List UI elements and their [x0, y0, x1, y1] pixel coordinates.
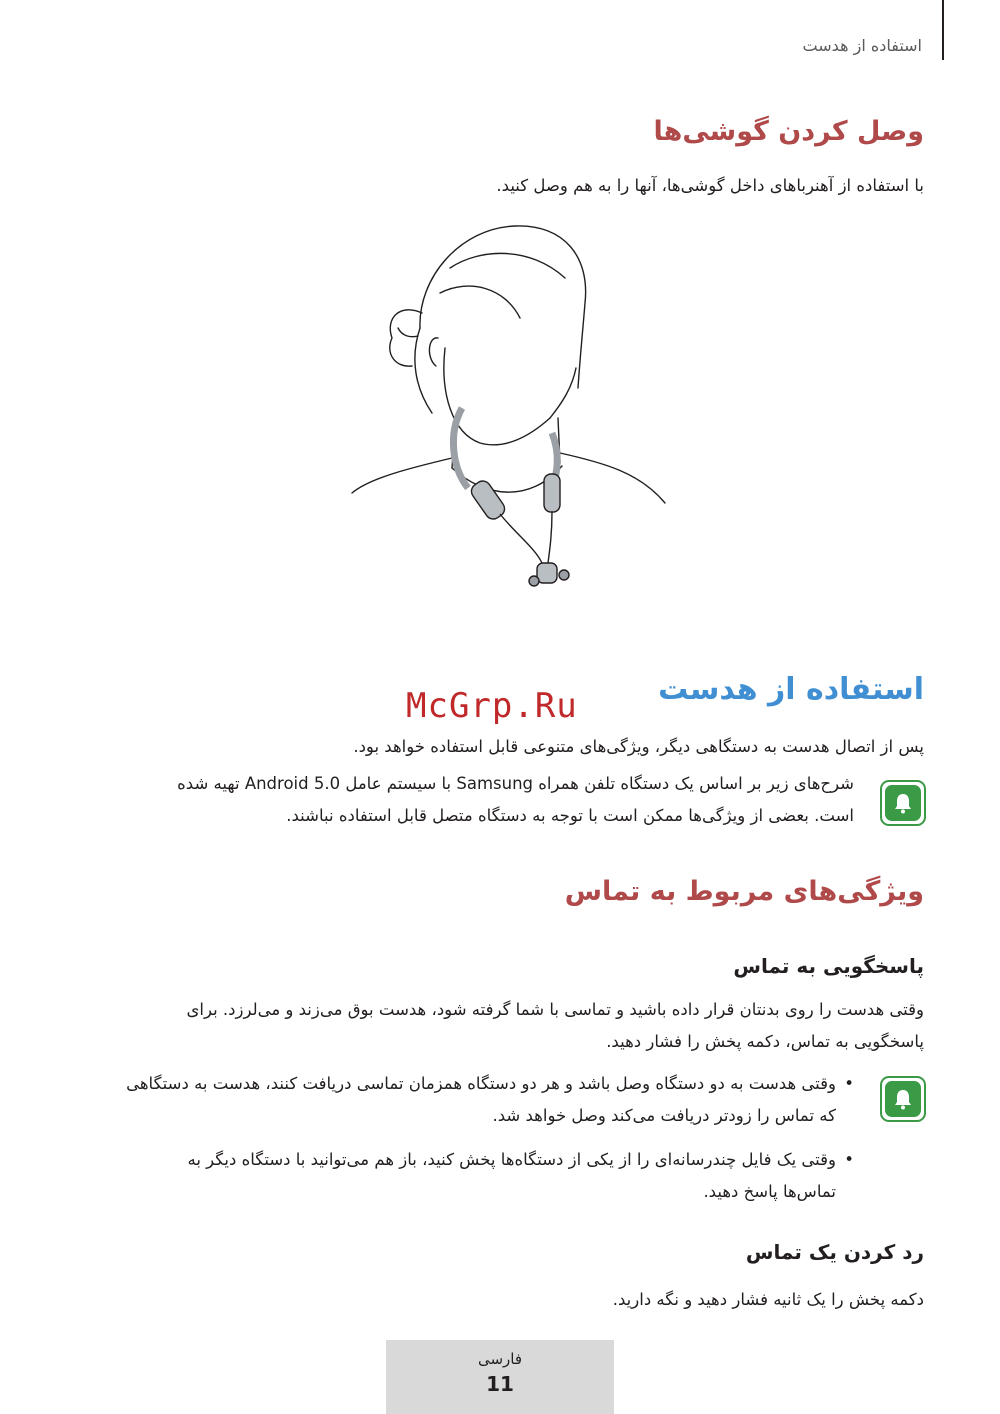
header-rule	[942, 0, 944, 60]
section-title-call-features: ویژگی‌های مربوط به تماس	[564, 876, 924, 907]
note-line-1: شرح‌های زیر بر اساس یک دستگاه تلفن همراه Samsung با سیستم عامل Android 5.0 تهیه شده	[177, 774, 854, 793]
bullet-1-line-1: • وقتی هدست به دو دستگاه وصل باشد و هر دو دستگاه همزمان تماسی دریافت کنند، هدست به دستگاهی	[126, 1074, 836, 1093]
answer-line-1: وقتی هدست را روی بدنتان قرار داده باشید و تماسی با شما گرفته شود، هدست بوق می‌زند و می‌لرزد. برای	[186, 1000, 924, 1019]
page-number: 11	[486, 1372, 514, 1396]
footer-language: فارسی	[477, 1350, 523, 1368]
note-line-2: است. بعضی از ویژگی‌ها ممکن است با توجه به دستگاه متصل قابل استفاده نباشند.	[286, 806, 854, 825]
list-item	[54, 1068, 854, 1132]
bullet-2-line-2: تماس‌ها پاسخ دهید.	[703, 1182, 836, 1201]
bell-notice-icon	[880, 1076, 926, 1122]
earbuds-paragraph: با استفاده از آهنرباهای داخل گوشی‌ها، آنها را به هم وصل کنید.	[496, 176, 924, 195]
answer-line-2: پاسخگویی به تماس، دکمه پخش را فشار دهید.	[606, 1032, 924, 1051]
woman-wearing-neckband-headset-illustration	[340, 218, 680, 598]
running-header: استفاده از هدست	[802, 36, 922, 55]
subsection-title-answer-call: پاسخگویی به تماس	[733, 954, 924, 978]
subsection-title-reject-call: رد کردن یک تماس	[745, 1240, 924, 1264]
note-paragraph	[64, 768, 854, 832]
answer-call-paragraph	[64, 994, 924, 1058]
page-footer	[386, 1340, 614, 1414]
chapter-intro-paragraph: پس از اتصال هدست به دستگاهی دیگر، ویژگی‌های متنوعی قابل استفاده خواهد بود.	[353, 737, 924, 756]
bell-notice-icon	[880, 780, 926, 826]
bullet-1-line-2: که تماس را زودتر دریافت می‌کند وصل خواهد شد.	[492, 1106, 836, 1125]
bullet-2-line-1: • وقتی یک فایل چندرسانه‌ای را از یکی از دستگاه‌ها پخش کنید، باز هم می‌توانید با دستگاه دیگر به	[187, 1150, 836, 1169]
reject-call-paragraph: دکمه پخش را یک ثانیه فشار دهید و نگه دارید.	[612, 1290, 924, 1309]
watermark: McGrp.Ru	[406, 686, 578, 726]
section-title-earbuds: وصل کردن گوشی‌ها	[653, 116, 924, 147]
chapter-title: استفاده از هدست	[658, 672, 924, 707]
list-item	[54, 1144, 854, 1208]
note-bullet-list	[54, 1068, 854, 1220]
